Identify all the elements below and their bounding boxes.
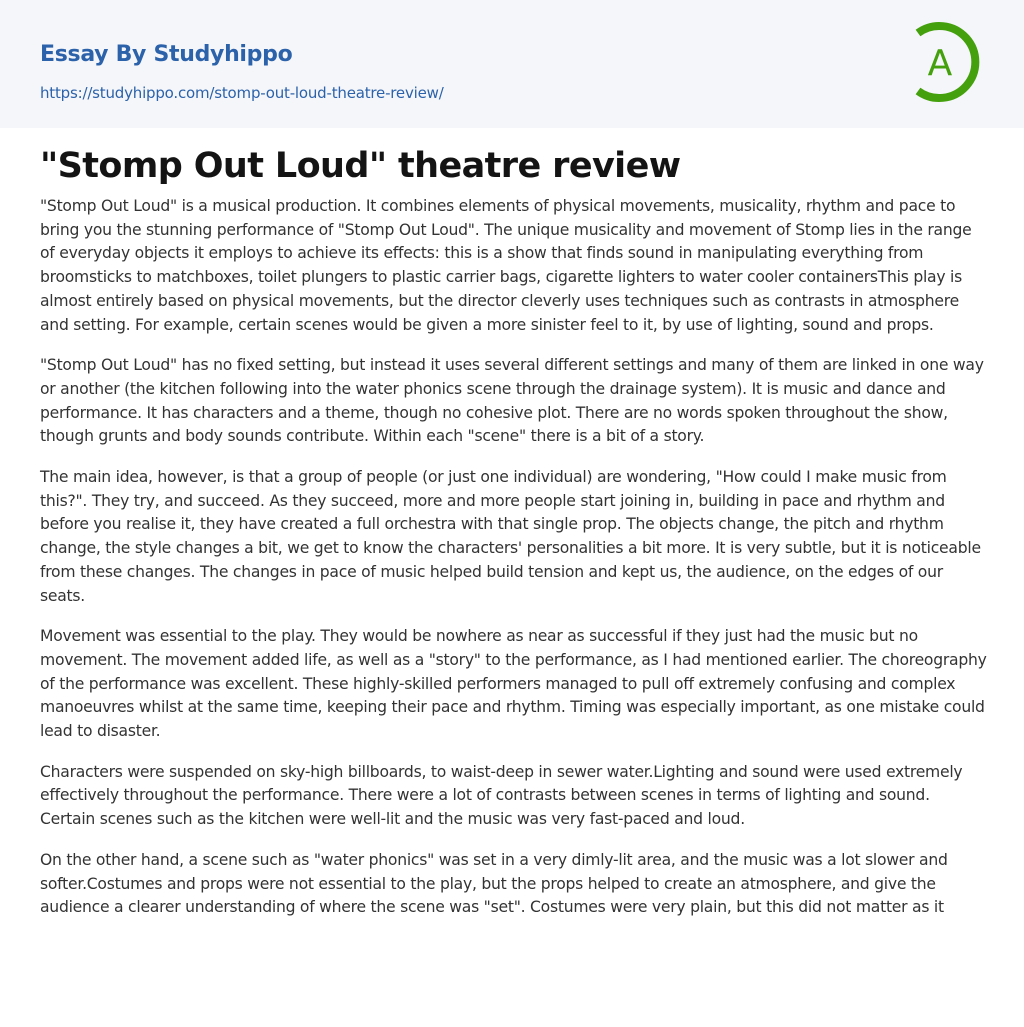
paragraph: "Stomp Out Loud" is a musical production. It combines elements of physical movements, musicality, rhythm and pace to bring you the stunning performance of "Stomp Out Loud". The unique musicality and movement of Stomp lies in the range of everyday objects it employs to achieve its effects: this is a show that finds sound in manipulating everything from broomsticks to matchboxes, toilet plungers to plastic carrier bags, cigarette lighters to water cooler containersThis play is almost entirely based on physical movements, but the director cleverly uses techniques such as contrasts in atmosphere and setting. For example, certain scenes would be given a more sinister feel to it, by use of lighting, sound and props. [40,197,972,334]
page-title: "Stomp Out Loud" theatre review [40,146,681,186]
site-header [0,0,1024,128]
studyhippo-logo-icon[interactable] [912,19,986,105]
paragraph: The main idea, however, is that a group of people (or just one individual) are wondering, "How could I make music from this?". They try, and succeed. As they succeed, more and more people start joining in, building in pace and rhythm and before you realise it, they have created a full orchestra with that single prop. The objects change, the pitch and rhythm change, the style changes a bit, we get to know the characters' personalities a bit more. It is very subtle, but it is noticeable from these changes. The changes in pace of music helped build tension and kept us, the audience, on the edges of our seats. [40,468,981,605]
essay-url-link[interactable]: https://studyhippo.com/stomp-out-loud-theatre-review/ [40,84,444,102]
paragraph: "Stomp Out Loud" has no fixed setting, but instead it uses several different settings and many of them are linked in one way or another (the kitchen following into the water phonics scene through the drainage system). It is music and dance and performance. It has characters and a theme, though no cohesive plot. There are no words spoken throughout the show, though grunts and body sounds contribute. Within each "scene" there is a bit of a story. [40,356,984,446]
paragraph: Movement was essential to the play. They would be nowhere as near as successful if they just had the music but no movement. The movement added life, as well as a "story" to the performance, as I had mentioned earlier. The choreography of the performance was excellent. These highly-skilled performers managed to pull off extremely confusing and complex manoeuvres whilst at the same time, keeping their pace and rhythm. Timing was especially important, as one mistake could lead to disaster. [40,627,987,741]
article-body [40,195,988,937]
paragraph: On the other hand, a scene such as "water phonics" was set in a very dimly-lit area, and the music was a lot slower and softer.Costumes and props were not essential to the play, but the props helped to create an atmosphere, and give the audience a clearer understanding of where the scene was "set". Costumes were very plain, but this did not matter as it [40,850,948,917]
paragraph: Characters were suspended on sky-high billboards, to waist-deep in sewer water.Lighting and sound were used extremely effectively throughout the performance. There were a lot of contrasts between scenes in terms of lighting and sound. Certain scenes such as the kitchen were well-lit and the music was very fast-paced and loud. [40,762,963,829]
brand-title: Essay By Studyhippo [40,42,293,67]
svg-text:A: A [927,43,953,84]
